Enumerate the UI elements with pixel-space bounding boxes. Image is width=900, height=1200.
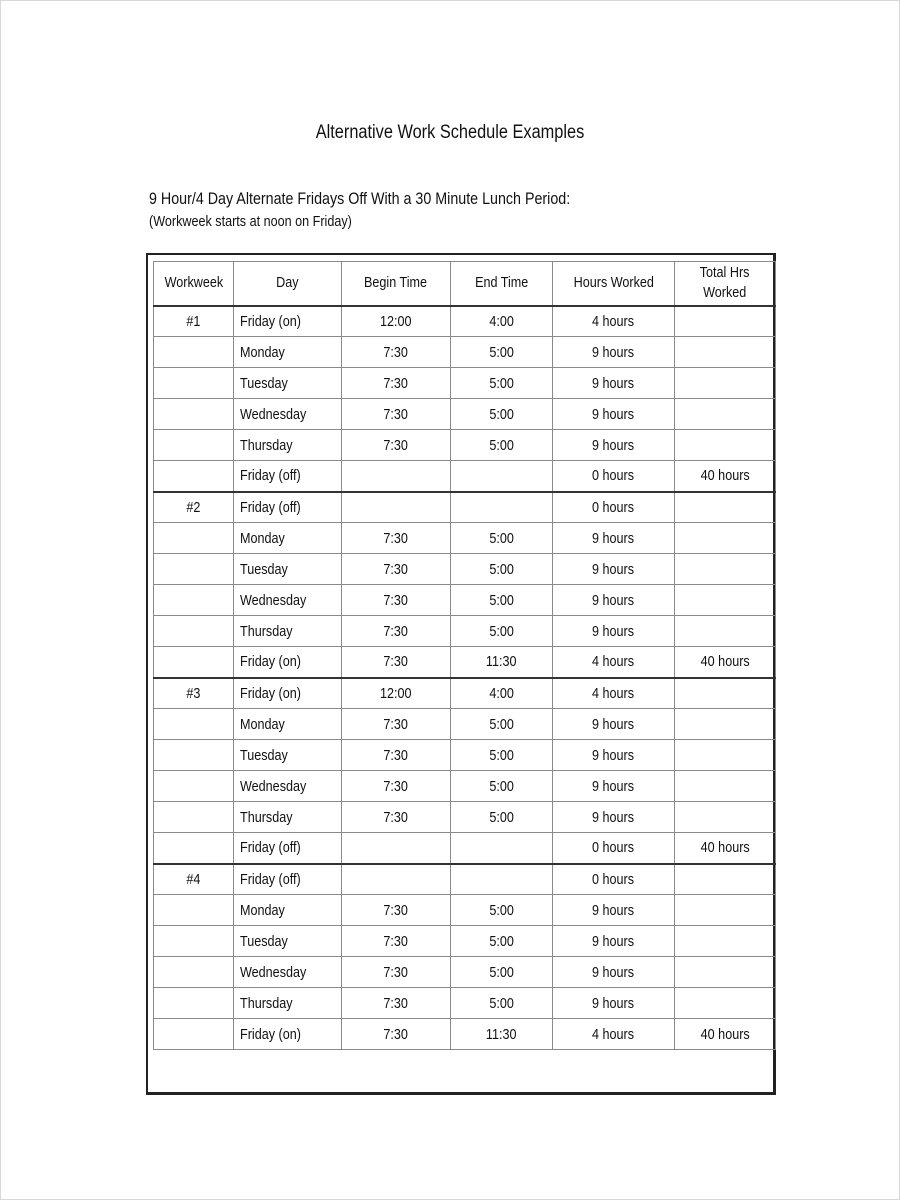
workweek-cell	[154, 1019, 234, 1050]
total-hours-cell	[675, 678, 776, 709]
table-row	[154, 616, 776, 647]
hours-worked-cell: 9 hours	[553, 337, 675, 368]
hours-worked-cell: 0 hours	[553, 492, 675, 523]
table-row	[154, 647, 776, 678]
table-row	[154, 740, 776, 771]
table-row	[154, 709, 776, 740]
total-hours-cell	[675, 337, 776, 368]
day-cell: Tuesday	[234, 926, 342, 957]
schedule-table	[153, 261, 776, 1050]
begin-time-cell: 7:30	[342, 1019, 451, 1050]
begin-time-cell: 7:30	[342, 709, 451, 740]
day-cell: Wednesday	[234, 957, 342, 988]
day-cell: Thursday	[234, 616, 342, 647]
hours-worked-cell: 9 hours	[553, 771, 675, 802]
day-cell: Thursday	[234, 988, 342, 1019]
workweek-cell	[154, 616, 234, 647]
hours-worked-cell: 9 hours	[553, 988, 675, 1019]
total-hours-cell	[675, 585, 776, 616]
begin-time-cell: 7:30	[342, 926, 451, 957]
begin-time-cell	[342, 864, 451, 895]
end-time-cell: 5:00	[451, 523, 553, 554]
total-hours-cell	[675, 616, 776, 647]
end-time-cell: 11:30	[451, 647, 553, 678]
day-cell: Thursday	[234, 430, 342, 461]
table-row	[154, 523, 776, 554]
end-time-cell	[451, 833, 553, 864]
workweek-cell	[154, 740, 234, 771]
total-hours-cell	[675, 306, 776, 337]
total-hours-cell: 40 hours	[675, 461, 776, 492]
end-time-cell: 11:30	[451, 1019, 553, 1050]
begin-time-cell: 7:30	[342, 616, 451, 647]
begin-time-cell: 7:30	[342, 585, 451, 616]
hours-worked-cell: 9 hours	[553, 585, 675, 616]
hours-worked-cell: 9 hours	[553, 554, 675, 585]
table-row	[154, 1019, 776, 1050]
section-subheading: (Workweek starts at noon on Friday)	[149, 213, 352, 230]
day-cell: Wednesday	[234, 585, 342, 616]
header-total-hrs-worked: Total Hrs Worked	[675, 262, 776, 306]
hours-worked-cell: 9 hours	[553, 523, 675, 554]
workweek-cell	[154, 368, 234, 399]
hours-worked-cell: 4 hours	[553, 1019, 675, 1050]
total-hours-cell	[675, 988, 776, 1019]
workweek-cell	[154, 771, 234, 802]
day-cell: Tuesday	[234, 740, 342, 771]
day-cell: Friday (off)	[234, 833, 342, 864]
workweek-cell	[154, 926, 234, 957]
header-hours-worked: Hours Worked	[553, 262, 675, 306]
hours-worked-cell: 9 hours	[553, 709, 675, 740]
total-hours-cell	[675, 895, 776, 926]
header-day: Day	[234, 262, 342, 306]
table-row	[154, 926, 776, 957]
day-cell: Friday (off)	[234, 492, 342, 523]
begin-time-cell: 7:30	[342, 523, 451, 554]
hours-worked-cell: 9 hours	[553, 616, 675, 647]
begin-time-cell: 7:30	[342, 430, 451, 461]
total-hours-cell	[675, 802, 776, 833]
total-hours-cell	[675, 523, 776, 554]
begin-time-cell: 7:30	[342, 988, 451, 1019]
begin-time-cell: 7:30	[342, 957, 451, 988]
begin-time-cell: 7:30	[342, 771, 451, 802]
day-cell: Wednesday	[234, 399, 342, 430]
begin-time-cell: 7:30	[342, 895, 451, 926]
end-time-cell: 5:00	[451, 554, 553, 585]
total-hours-cell: 40 hours	[675, 833, 776, 864]
end-time-cell: 5:00	[451, 430, 553, 461]
day-cell: Monday	[234, 337, 342, 368]
total-hours-cell	[675, 926, 776, 957]
total-hours-cell: 40 hours	[675, 647, 776, 678]
hours-worked-cell: 0 hours	[553, 864, 675, 895]
begin-time-cell	[342, 833, 451, 864]
workweek-cell	[154, 988, 234, 1019]
begin-time-cell: 7:30	[342, 740, 451, 771]
begin-time-cell: 7:30	[342, 802, 451, 833]
end-time-cell: 5:00	[451, 399, 553, 430]
workweek-cell	[154, 399, 234, 430]
workweek-cell	[154, 585, 234, 616]
workweek-cell	[154, 833, 234, 864]
total-hours-cell	[675, 430, 776, 461]
workweek-cell	[154, 895, 234, 926]
table-row	[154, 554, 776, 585]
section-heading: 9 Hour/4 Day Alternate Fridays Off With a 30 Minute Lunch Period:	[149, 189, 571, 208]
table-row	[154, 802, 776, 833]
schedule-table-frame	[146, 253, 776, 1095]
table-row	[154, 864, 776, 895]
end-time-cell: 5:00	[451, 957, 553, 988]
begin-time-cell: 12:00	[342, 306, 451, 337]
day-cell: Tuesday	[234, 368, 342, 399]
hours-worked-cell: 9 hours	[553, 926, 675, 957]
table-header-row	[154, 262, 776, 306]
workweek-cell	[154, 802, 234, 833]
total-hours-cell	[675, 740, 776, 771]
hours-worked-cell: 4 hours	[553, 306, 675, 337]
hours-worked-cell: 4 hours	[553, 647, 675, 678]
begin-time-cell: 7:30	[342, 554, 451, 585]
workweek-cell: #2	[154, 492, 234, 523]
end-time-cell: 5:00	[451, 926, 553, 957]
end-time-cell	[451, 461, 553, 492]
workweek-cell	[154, 523, 234, 554]
end-time-cell: 5:00	[451, 802, 553, 833]
total-hours-cell	[675, 957, 776, 988]
table-row	[154, 337, 776, 368]
end-time-cell: 5:00	[451, 771, 553, 802]
begin-time-cell: 7:30	[342, 647, 451, 678]
table-row	[154, 678, 776, 709]
total-hours-cell	[675, 399, 776, 430]
header-end-time: End Time	[451, 262, 553, 306]
table-row	[154, 492, 776, 523]
total-hours-cell	[675, 709, 776, 740]
table-row	[154, 399, 776, 430]
day-cell: Wednesday	[234, 771, 342, 802]
workweek-cell	[154, 709, 234, 740]
day-cell: Friday (off)	[234, 864, 342, 895]
hours-worked-cell: 9 hours	[553, 895, 675, 926]
end-time-cell: 5:00	[451, 988, 553, 1019]
workweek-cell	[154, 430, 234, 461]
table-row	[154, 430, 776, 461]
begin-time-cell: 12:00	[342, 678, 451, 709]
end-time-cell: 4:00	[451, 678, 553, 709]
end-time-cell: 5:00	[451, 709, 553, 740]
day-cell: Monday	[234, 895, 342, 926]
workweek-cell	[154, 337, 234, 368]
begin-time-cell: 7:30	[342, 337, 451, 368]
begin-time-cell	[342, 461, 451, 492]
hours-worked-cell: 9 hours	[553, 802, 675, 833]
end-time-cell: 5:00	[451, 740, 553, 771]
total-hours-cell	[675, 771, 776, 802]
begin-time-cell: 7:30	[342, 399, 451, 430]
hours-worked-cell: 9 hours	[553, 399, 675, 430]
day-cell: Thursday	[234, 802, 342, 833]
end-time-cell	[451, 864, 553, 895]
workweek-cell	[154, 957, 234, 988]
header-workweek: Workweek	[154, 262, 234, 306]
schedule-table-body	[154, 306, 776, 1050]
hours-worked-cell: 9 hours	[553, 368, 675, 399]
end-time-cell: 5:00	[451, 616, 553, 647]
table-row	[154, 957, 776, 988]
end-time-cell	[451, 492, 553, 523]
total-hours-cell	[675, 864, 776, 895]
page-title: Alternative Work Schedule Examples	[315, 122, 585, 143]
hours-worked-cell: 9 hours	[553, 957, 675, 988]
header-begin-time: Begin Time	[342, 262, 451, 306]
workweek-cell	[154, 554, 234, 585]
hours-worked-cell: 0 hours	[553, 833, 675, 864]
total-hours-cell	[675, 492, 776, 523]
day-cell: Monday	[234, 709, 342, 740]
workweek-cell	[154, 647, 234, 678]
begin-time-cell	[342, 492, 451, 523]
hours-worked-cell: 9 hours	[553, 740, 675, 771]
workweek-cell: #1	[154, 306, 234, 337]
total-hours-cell	[675, 368, 776, 399]
end-time-cell: 4:00	[451, 306, 553, 337]
table-row	[154, 306, 776, 337]
hours-worked-cell: 9 hours	[553, 430, 675, 461]
begin-time-cell: 7:30	[342, 368, 451, 399]
day-cell: Monday	[234, 523, 342, 554]
day-cell: Friday (on)	[234, 678, 342, 709]
total-hours-cell	[675, 554, 776, 585]
workweek-cell	[154, 461, 234, 492]
end-time-cell: 5:00	[451, 337, 553, 368]
table-row	[154, 771, 776, 802]
hours-worked-cell: 4 hours	[553, 678, 675, 709]
day-cell: Friday (on)	[234, 647, 342, 678]
day-cell: Tuesday	[234, 554, 342, 585]
day-cell: Friday (on)	[234, 306, 342, 337]
table-row	[154, 461, 776, 492]
table-row	[154, 585, 776, 616]
end-time-cell: 5:00	[451, 895, 553, 926]
total-hours-cell: 40 hours	[675, 1019, 776, 1050]
hours-worked-cell: 0 hours	[553, 461, 675, 492]
end-time-cell: 5:00	[451, 585, 553, 616]
table-row	[154, 988, 776, 1019]
table-row	[154, 368, 776, 399]
workweek-cell: #3	[154, 678, 234, 709]
day-cell: Friday (on)	[234, 1019, 342, 1050]
end-time-cell: 5:00	[451, 368, 553, 399]
day-cell: Friday (off)	[234, 461, 342, 492]
workweek-cell: #4	[154, 864, 234, 895]
table-row	[154, 895, 776, 926]
table-row	[154, 833, 776, 864]
